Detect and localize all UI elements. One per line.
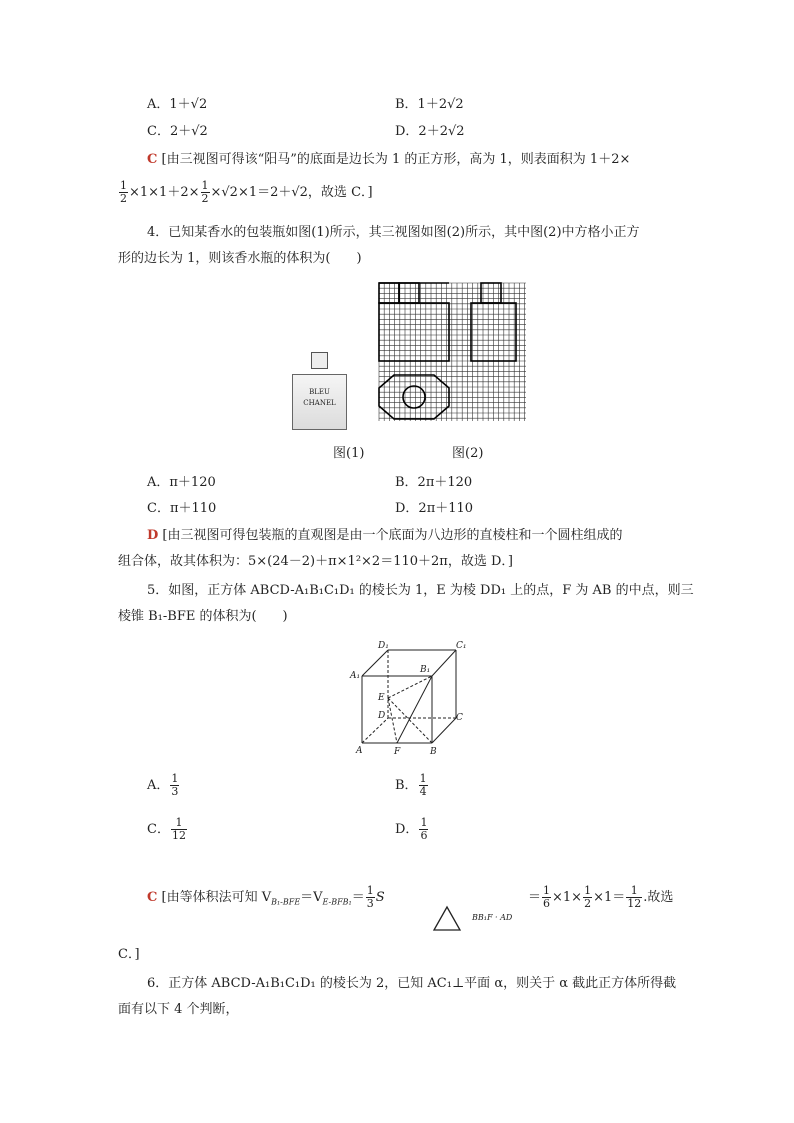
label-d1: D₁ [378, 641, 389, 651]
q4-option-d: D．2π＋110 [395, 501, 474, 516]
label-f: F [394, 747, 401, 757]
q3-explanation-line1 [147, 151, 630, 169]
label-d: D [378, 711, 386, 721]
q5-option-d: D． $\frac{1}{6}$ [395, 816, 428, 842]
bottle-label-2: CHANEL [303, 399, 336, 407]
q5-answer-letter: C [147, 890, 158, 905]
q5-option-a: A． $\frac{1}{3}$ [147, 772, 179, 798]
fig1-caption: 图(1) [333, 446, 365, 461]
q3-half-fraction-2: $\frac{1}{2}$ [201, 179, 209, 205]
q4-stem-line2: 形的边长为 1，则该香水瓶的体积为( ) [118, 251, 362, 266]
q4-answer-letter: D [147, 528, 159, 543]
q6-stem-line2: 面有以下 4 个判断， [118, 1002, 239, 1017]
q5-option-b: B． $\frac{1}{4}$ [395, 772, 427, 798]
label-c: C [456, 713, 463, 723]
q5-calculation: ＝ $\frac{1}{6}$ ×1× $\frac{1}{2}$ ×1＝ $\frac{1}{12}$ .故选 [528, 884, 674, 910]
q3-explanation-line2 [118, 180, 373, 205]
bottle-cap [311, 352, 328, 369]
q5-stem-line1: 5．如图，正方体 ABCD-A₁B₁C₁D₁ 的棱长为 1，E 为棱 DD₁ 上的点，F 为 AB 的中点，则三 [147, 583, 694, 598]
q5-option-c: C． $\frac{1}{12}$ [147, 816, 186, 842]
q4-explanation-text: [由三视图可得包装瓶的直观图是由一个底面为八边形的直棱柱和一个圆柱组成的 [162, 528, 623, 543]
cube-figure [350, 638, 470, 758]
q4-stem-line1: 4．已知某香水的包装瓶如图(1)所示，其三视图如图(2)所示，其中图(2)中方格小正方 [147, 225, 640, 240]
q3-answer-letter: C [147, 152, 158, 167]
q4-explanation-line1 [147, 527, 623, 545]
q3-half-fraction-1: $\frac{1}{2}$ [120, 179, 127, 205]
label-e: E [378, 693, 385, 703]
label-a: A [356, 746, 363, 756]
q3-option-c: C．2＋√2 [147, 124, 208, 139]
q3-option-a: A．1＋√2 [147, 97, 208, 112]
q3-expl-end: ×√2×1＝2＋√2，故选 C．] [210, 185, 373, 200]
triangle-symbol [432, 905, 462, 932]
label-b1: B₁ [420, 665, 431, 675]
q4-option-b: B．2π＋120 [395, 475, 473, 490]
q5-stem-line2: 棱锥 B₁-BFE 的体积为( ) [118, 609, 288, 624]
q3-option-b: B．1＋2√2 [395, 97, 464, 112]
label-a1: A₁ [350, 671, 361, 681]
three-view-grid-figure [379, 283, 526, 421]
q5-explanation: C [由等体积法可知 $V_{B_1-BFE}=V_{E-BFB_1}=$ $\frac{1}{3}$ S [147, 884, 385, 910]
label-b: B [430, 747, 437, 757]
perfume-bottle-figure [290, 350, 350, 430]
q3-expl-mid: ×1×1＋2× [129, 185, 200, 200]
q6-stem-line1: 6．正方体 ABCD-A₁B₁C₁D₁ 的棱长为 2，已知 AC₁⊥平面 α，则关于 α 截此正方体所得截 [147, 976, 677, 991]
q4-option-a: A．π＋120 [147, 475, 216, 490]
bottle-body [292, 374, 347, 430]
label-c1: C₁ [456, 641, 467, 651]
fig2-caption: 图(2) [452, 446, 484, 461]
q5-explanation-end: C．] [118, 947, 140, 962]
q4-explanation-line2: 组合体，故其体积为：5×(24－2)＋π×1²×2＝110＋2π，故选 D．] [118, 554, 513, 569]
triangle-subscript: BB₁F · AD [472, 913, 513, 922]
q3-option-d: D．2＋2√2 [395, 124, 465, 139]
q4-option-c: C．π＋110 [147, 501, 217, 516]
bottle-label-1: BLEU [309, 388, 330, 396]
q3-explanation-text: [由三视图可得该“阳马”的底面是边长为 1 的正方形，高为 1，则表面积为 1＋2× [161, 152, 631, 167]
